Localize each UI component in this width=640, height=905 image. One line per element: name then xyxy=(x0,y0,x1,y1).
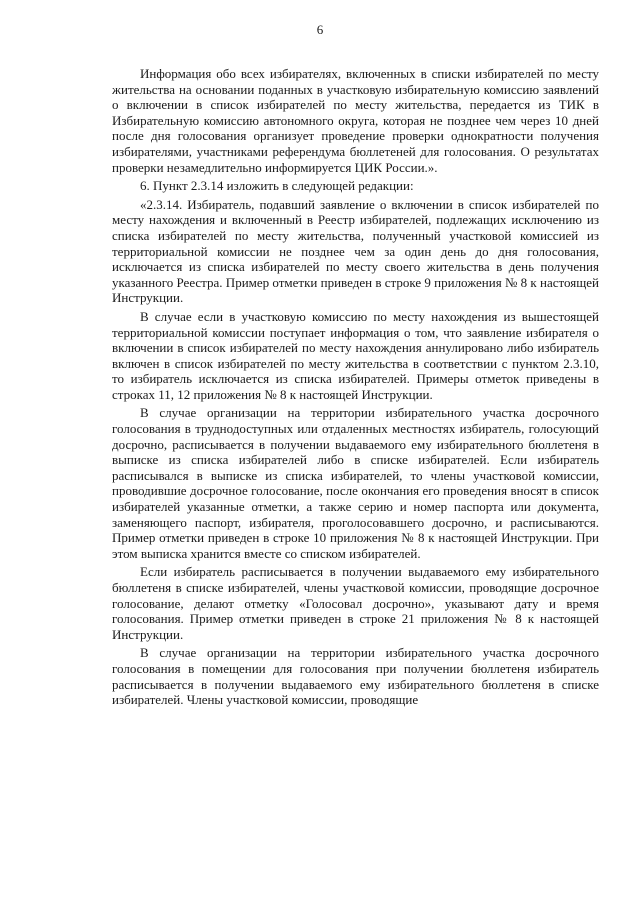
page-number: 6 xyxy=(316,22,324,37)
paragraph-annulled-application: В случае если в участковую комиссию по месту нахождения из вышестоящей территориальной комиссии поступает информация о том, что заявление избирателя о включении в список избирателей по месту нахождения аннулировано либо избиратель включен в список избирателей по месту жительства в соответствии с пунктом 2.3.10, то избиратель исключается из списка избирателей. Примеры отметок приведены в строках 11, 12 приложения № 8 к настоящей Инструкции. xyxy=(112,308,599,402)
paragraph-early-voting-remote: В случае организации на территории избирательного участка досрочного голосования в труднодоступных или отдаленных местностях избиратель, голосующий досрочно, расписывается в получении выдаваемого ему избирательного бюллетеня в выписке из списка избирателей либо в списке избирателей. Если избиратель расписывался в выписке из списка избирателей, то члены участковой комиссии, проводившие досрочное голосование, после окончания его проведения вносят в список избирателей указанные отметки, а также серию и номер паспорта или документа, заменяющего паспорт, избирателя, проголосовавшего досрочно, и расписываются. Пример отметки приведен в строке 10 приложения № 8 к настоящей Инструкции. При этом выписка хранится вместе со списком избирателей. xyxy=(112,405,599,561)
paragraph-early-voting-signature: Если избиратель расписывается в получении выдаваемого ему избирательного бюллетеня в списке избирателей, члены участковой комиссии, проводящие досрочное голосование, делают отметку «Голосовал досрочно», указывают дату и время голосования. Пример отметки приведен в строке 21 приложения № 8 к настоящей Инструкции. xyxy=(112,564,599,642)
paragraph-clause-2-3-14: «2.3.14. Избиратель, подавший заявление о включении в список избирателей по месту нахождения и включенный в Реестр избирателей, подлежащих исключению из списка избирателей по месту жительства, полученный участковой комиссией из территориальной комиссии не позднее чем за один день до дня голосования, исключается из списка избирателей по месту своего жительства в день получения указанного Реестра. Пример отметки приведен в строке 9 приложения № 8 к настоящей Инструкции. xyxy=(112,196,599,306)
paragraph-item-6-heading: 6. Пункт 2.3.14 изложить в следующей редакции: xyxy=(140,178,414,194)
paragraph-voter-info-transfer: Информация обо всех избирателях, включенных в списки избирателей по месту жительства на основании поданных в участковую избирательную комиссию заявлений о включении в список избирателей по месту жительства, передается из ТИК в Избирательную комиссию автономного округа, которая не позднее чем через 10 дней после дня голосования организует проведение проверки однократности получения избирателями, участниками референдума бюллетеней для голосования. О результатах проверки незамедлительно информируется ЦИК России.». xyxy=(112,66,599,175)
paragraph-early-voting-premises: В случае организации на территории избирательного участка досрочного голосования в помещении для голосования при получении бюллетеня избиратель расписывается в получении выдаваемого ему избирательного бюллетеня в списке избирателей. Члены участковой комиссии, проводящие xyxy=(112,645,599,708)
document-body xyxy=(112,66,599,711)
